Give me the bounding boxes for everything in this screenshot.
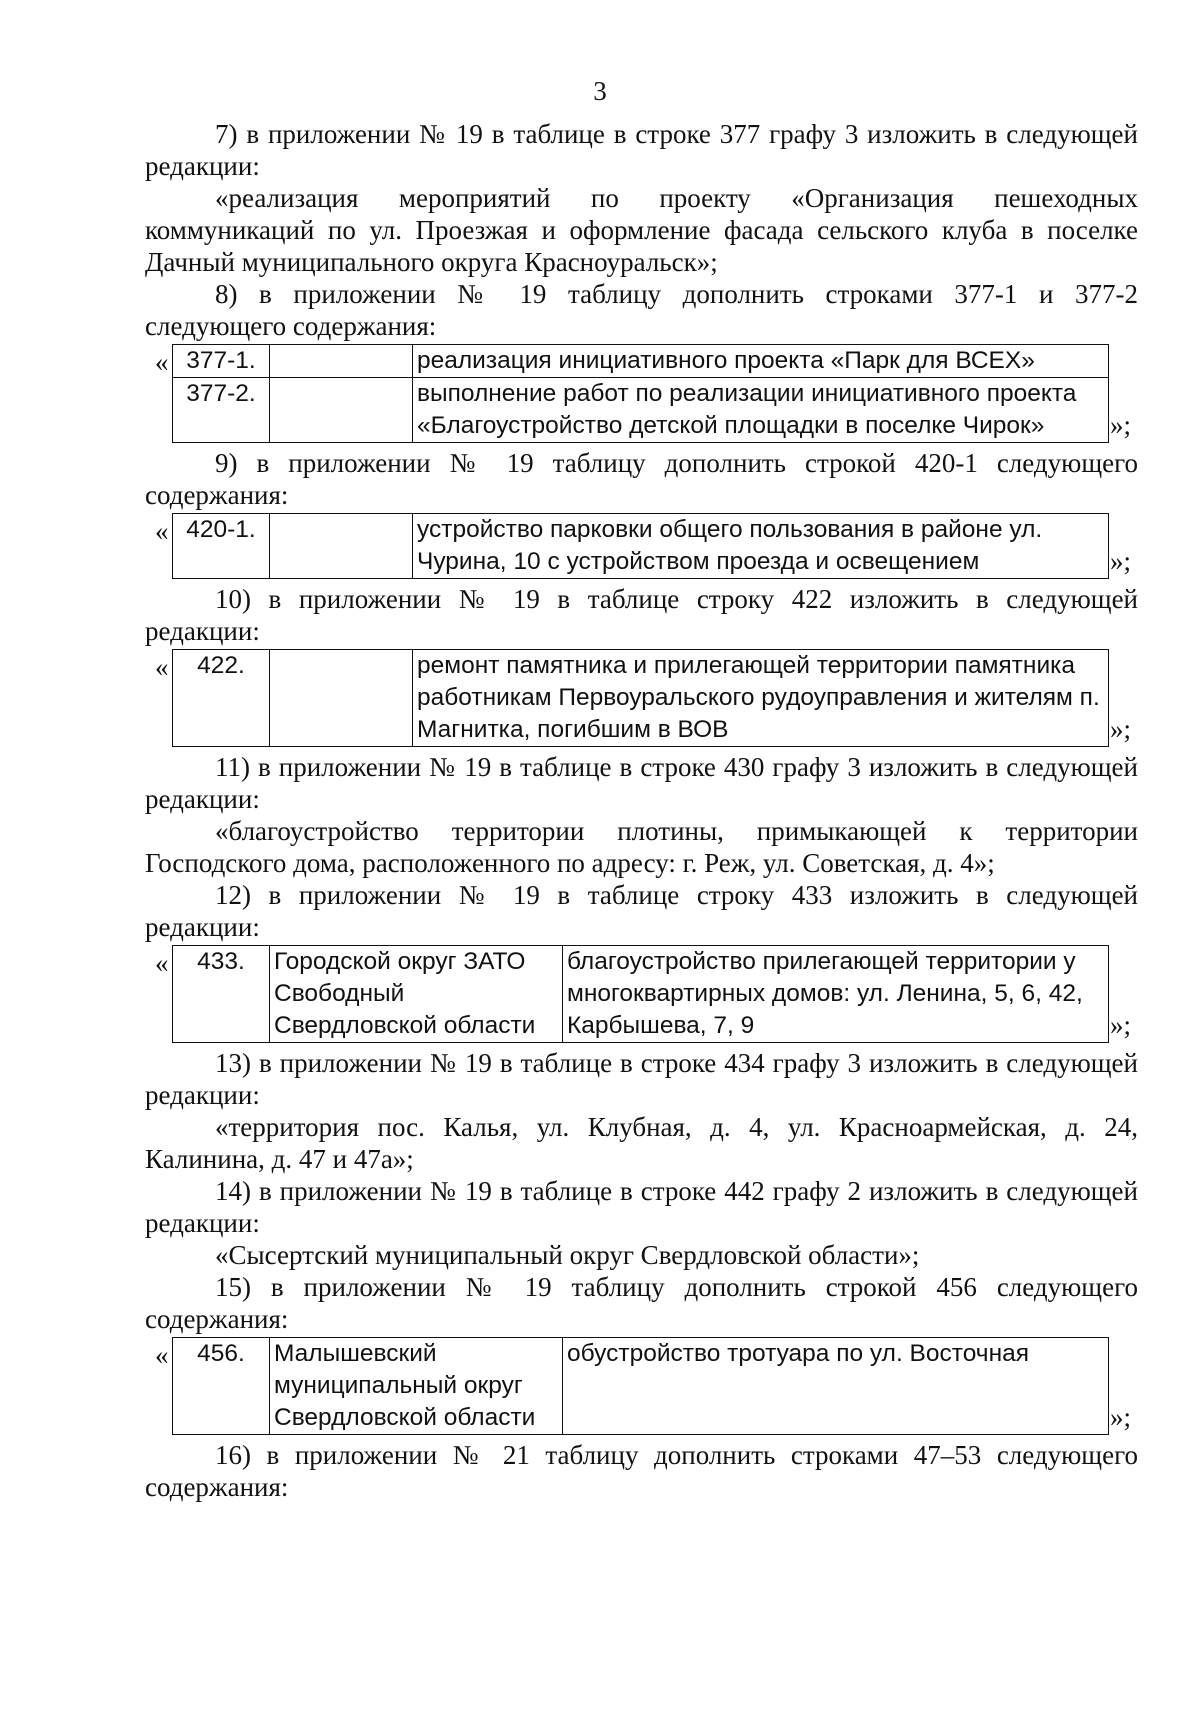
item-12-cont: редакции: [145,912,260,942]
document-body [145,118,1138,1503]
table-row [173,1338,1109,1435]
table-433 [145,945,1138,1043]
close-quote: »; [1110,410,1132,440]
table-row [173,946,1109,1043]
item-9-cont: содержания: [145,480,289,510]
table-422 [145,649,1138,747]
item-10-cont: редакции: [145,616,260,646]
item-10-line: 10) в приложении № 19 в таблице строку 422 изложить в следующей [215,584,1138,614]
item-13-line: 13) в приложении № 19 в таблице в строке 434 графу 3 изложить в следующей [215,1048,1138,1078]
item-12-line: 12) в приложении № 19 в таблице строку 433 изложить в следующей [215,880,1138,910]
row-municipality [270,378,413,443]
table-row [173,378,1109,443]
row-municipality: Малышевский муниципальный округ Свердловской области [270,1338,563,1435]
item-16-line: 16) в приложении № 21 таблицу дополнить строками 47–53 следующего [215,1440,1138,1470]
table-456 [145,1337,1138,1435]
item-11-quote: «благоустройство территории плотины, примыкающей к территории Господского дома, расположенного по адресу: г. Реж, ул. Советская, д. 4»; [145,816,1138,878]
row-description: выполнение работ по реализации инициативного проекта «Благоустройство детской площадки в поселке Чирок» [413,378,1109,443]
row-municipality: Городской округ ЗАТО Свободный Свердловской области [270,946,563,1043]
page-number: 3 [593,76,607,106]
item-7-quote: «реализация мероприятий по проекту «Организация пешеходных коммуникаций по ул. Проезжая и оформление фасада сельского клуба в поселке Дачный муниципального округа Красноуральск»; [145,183,1138,277]
row-municipality [270,345,413,378]
row-description: устройство парковки общего пользования в районе ул. Чурина, 10 с устройством проезда и освещением [413,514,1109,579]
item-16-cont: содержания: [145,1472,289,1502]
item-13-quote: «территория пос. Калья, ул. Клубная, д. 4, ул. Красноармейская, д. 24, Калинина, д. 47 и 47а»; [145,1112,1138,1174]
row-number: 420-1. [173,514,270,579]
item-14-line: 14) в приложении № 19 в таблице в строке 442 графу 2 изложить в следующей [215,1176,1138,1206]
row-description: ремонт памятника и прилегающей территории памятника работникам Первоуральского рудоуправления и жителям п. Магнитка, погибшим в ВОВ [413,650,1109,747]
close-quote: »; [1110,1010,1132,1040]
table-420-1 [145,513,1138,579]
item-15-cont: содержания: [145,1304,289,1334]
row-number: 433. [173,946,270,1043]
row-number: 456. [173,1338,270,1435]
item-11-cont: редакции: [145,784,260,814]
item-14-quote: «Сысертский муниципальный округ Свердловской области»; [215,1240,920,1270]
table-row [173,345,1109,378]
item-9-line: 9) в приложении № 19 таблицу дополнить строкой 420-1 следующего [215,448,1138,478]
row-description: реализация инициативного проекта «Парк для ВСЕХ» [413,345,1109,378]
close-quote: »; [1110,714,1132,744]
table-row [173,514,1109,579]
table-377 [145,344,1138,443]
row-municipality [270,514,413,579]
item-13-cont: редакции: [145,1080,260,1110]
row-municipality [270,650,413,747]
item-7-cont: редакции: [145,151,260,181]
row-number: 377-1. [173,345,270,378]
row-description: обустройство тротуара по ул. Восточная [563,1338,1109,1435]
row-description: благоустройство прилегающей территории у многоквартирных домов: ул. Ленина, 5, 6, 42, Карбышева, 7, 9 [563,946,1109,1043]
row-number: 422. [173,650,270,747]
table-row [173,650,1109,747]
open-quote: « [155,948,169,978]
close-quote: »; [1110,1402,1132,1432]
item-8-cont: следующего содержания: [145,311,437,341]
item-11-line: 11) в приложении № 19 в таблице в строке 430 графу 3 изложить в следующей [215,752,1138,782]
open-quote: « [155,347,169,377]
open-quote: « [155,1340,169,1370]
item-8-line: 8) в приложении № 19 таблицу дополнить строками 377-1 и 377-2 [215,279,1138,309]
item-15-line: 15) в приложении № 19 таблицу дополнить строкой 456 следующего [215,1272,1138,1302]
open-quote: « [155,516,169,546]
close-quote: »; [1110,546,1132,576]
row-number: 377-2. [173,378,270,443]
item-7-line: 7) в приложении № 19 в таблице в строке 377 графу 3 изложить в следующей [215,119,1138,149]
open-quote: « [155,652,169,682]
item-14-cont: редакции: [145,1208,260,1238]
